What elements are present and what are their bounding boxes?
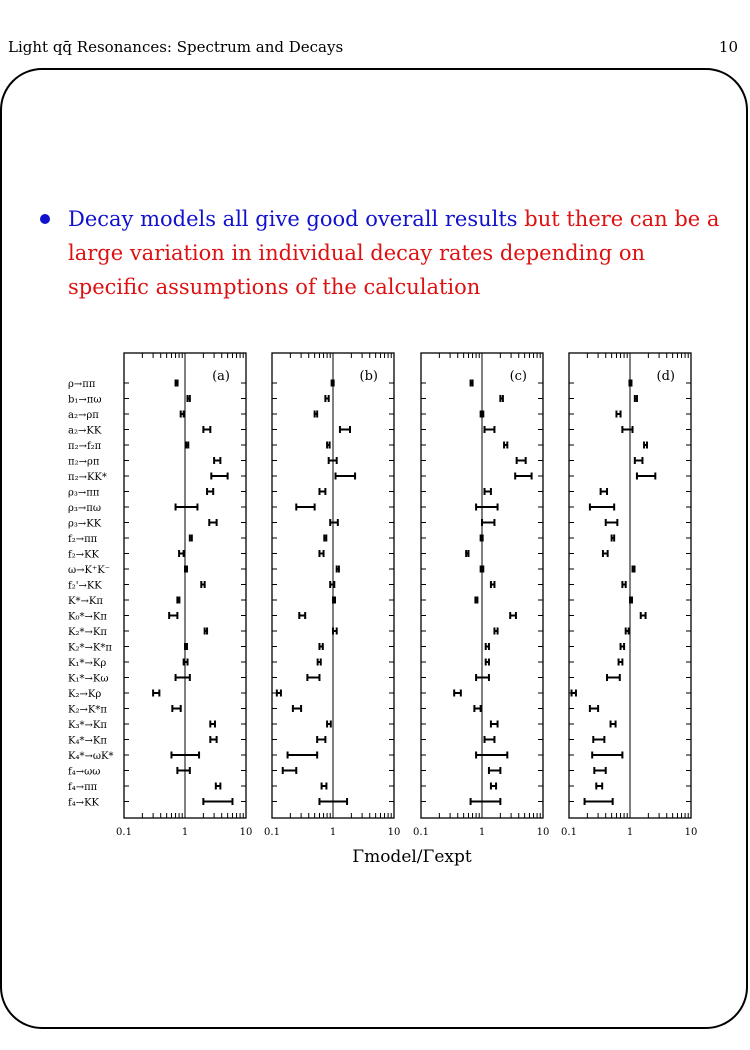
category-label: K₁*→Kρ: [68, 658, 107, 669]
header-title: Light qq̄ Resonances: Spectrum and Decays: [8, 38, 344, 56]
category-label: b₁→πω: [68, 394, 102, 406]
category-label: K₁*→Kω: [68, 673, 109, 685]
x-tick-label: 0.1: [116, 827, 132, 838]
x-tick-label: 0.1: [264, 827, 280, 838]
category-label: K₂*→Kπ: [68, 627, 107, 638]
category-label: K₀*→Kπ: [68, 611, 107, 623]
page-number: 10: [718, 38, 738, 56]
category-label: f₄→ωω: [68, 766, 101, 778]
bullet-text: [68, 202, 728, 304]
category-label: K*→Kπ: [68, 596, 103, 607]
panel-label: (a): [212, 369, 230, 384]
category-label: f₄→KK: [68, 797, 100, 809]
category-label: π₂→KK*: [68, 472, 107, 483]
panel-label: (b): [359, 369, 378, 384]
category-label: K₄*→ωK*: [68, 751, 114, 762]
page-header: [8, 38, 742, 60]
x-axis-label: Γmodel/Γexpt: [352, 847, 472, 867]
category-label: K₃*→Kπ: [68, 720, 107, 731]
x-tick-label: 1: [181, 827, 189, 838]
category-label: π₂→ρπ: [68, 456, 100, 468]
category-label: K₄*→Kπ: [68, 735, 107, 747]
x-tick-label: 0.1: [413, 827, 429, 838]
bullet-text-blue: Decay models all give good overall results: [68, 207, 518, 231]
decay-ratio-figure: [0, 340, 750, 880]
bullet-dot-icon: [40, 214, 50, 224]
category-label: a₂→ρπ: [68, 410, 99, 421]
category-label: ρ→ππ: [68, 379, 96, 390]
x-tick-label: 10: [536, 827, 550, 838]
x-tick-label: 10: [239, 827, 253, 838]
bullet-text-red: but there can be a large variation in individual decay rates depending on specific assumptions of the calculation: [68, 207, 720, 299]
category-label: f₂'→KK: [68, 580, 102, 592]
x-tick-label: 1: [478, 827, 486, 838]
x-tick-label: 1: [329, 827, 337, 838]
category-label: f₂→ππ: [68, 534, 98, 545]
category-label: K₂→K*π: [68, 704, 107, 716]
category-label: ρ₃→πω: [68, 503, 101, 514]
category-label: K₂*→K*π: [68, 642, 112, 654]
category-label: ω→K⁺K⁻: [68, 565, 111, 576]
x-tick-label: 10: [684, 827, 698, 838]
panel-label: (d): [656, 369, 675, 384]
x-tick-label: 10: [387, 827, 401, 838]
category-label: a₂→KK: [68, 425, 102, 437]
panel-label: (c): [509, 369, 527, 384]
category-label: f₄→ππ: [68, 782, 98, 793]
category-label: π₂→f₂π: [68, 441, 102, 452]
category-label: ρ₃→ππ: [68, 487, 100, 499]
category-label: f₂→KK: [68, 549, 100, 561]
category-label: K₂→Kρ: [68, 689, 102, 700]
decay-ratio-chart: [0, 340, 750, 880]
category-label: ρ₃→KK: [68, 518, 102, 530]
x-tick-label: 1: [626, 827, 634, 838]
x-tick-label: 0.1: [561, 827, 577, 838]
